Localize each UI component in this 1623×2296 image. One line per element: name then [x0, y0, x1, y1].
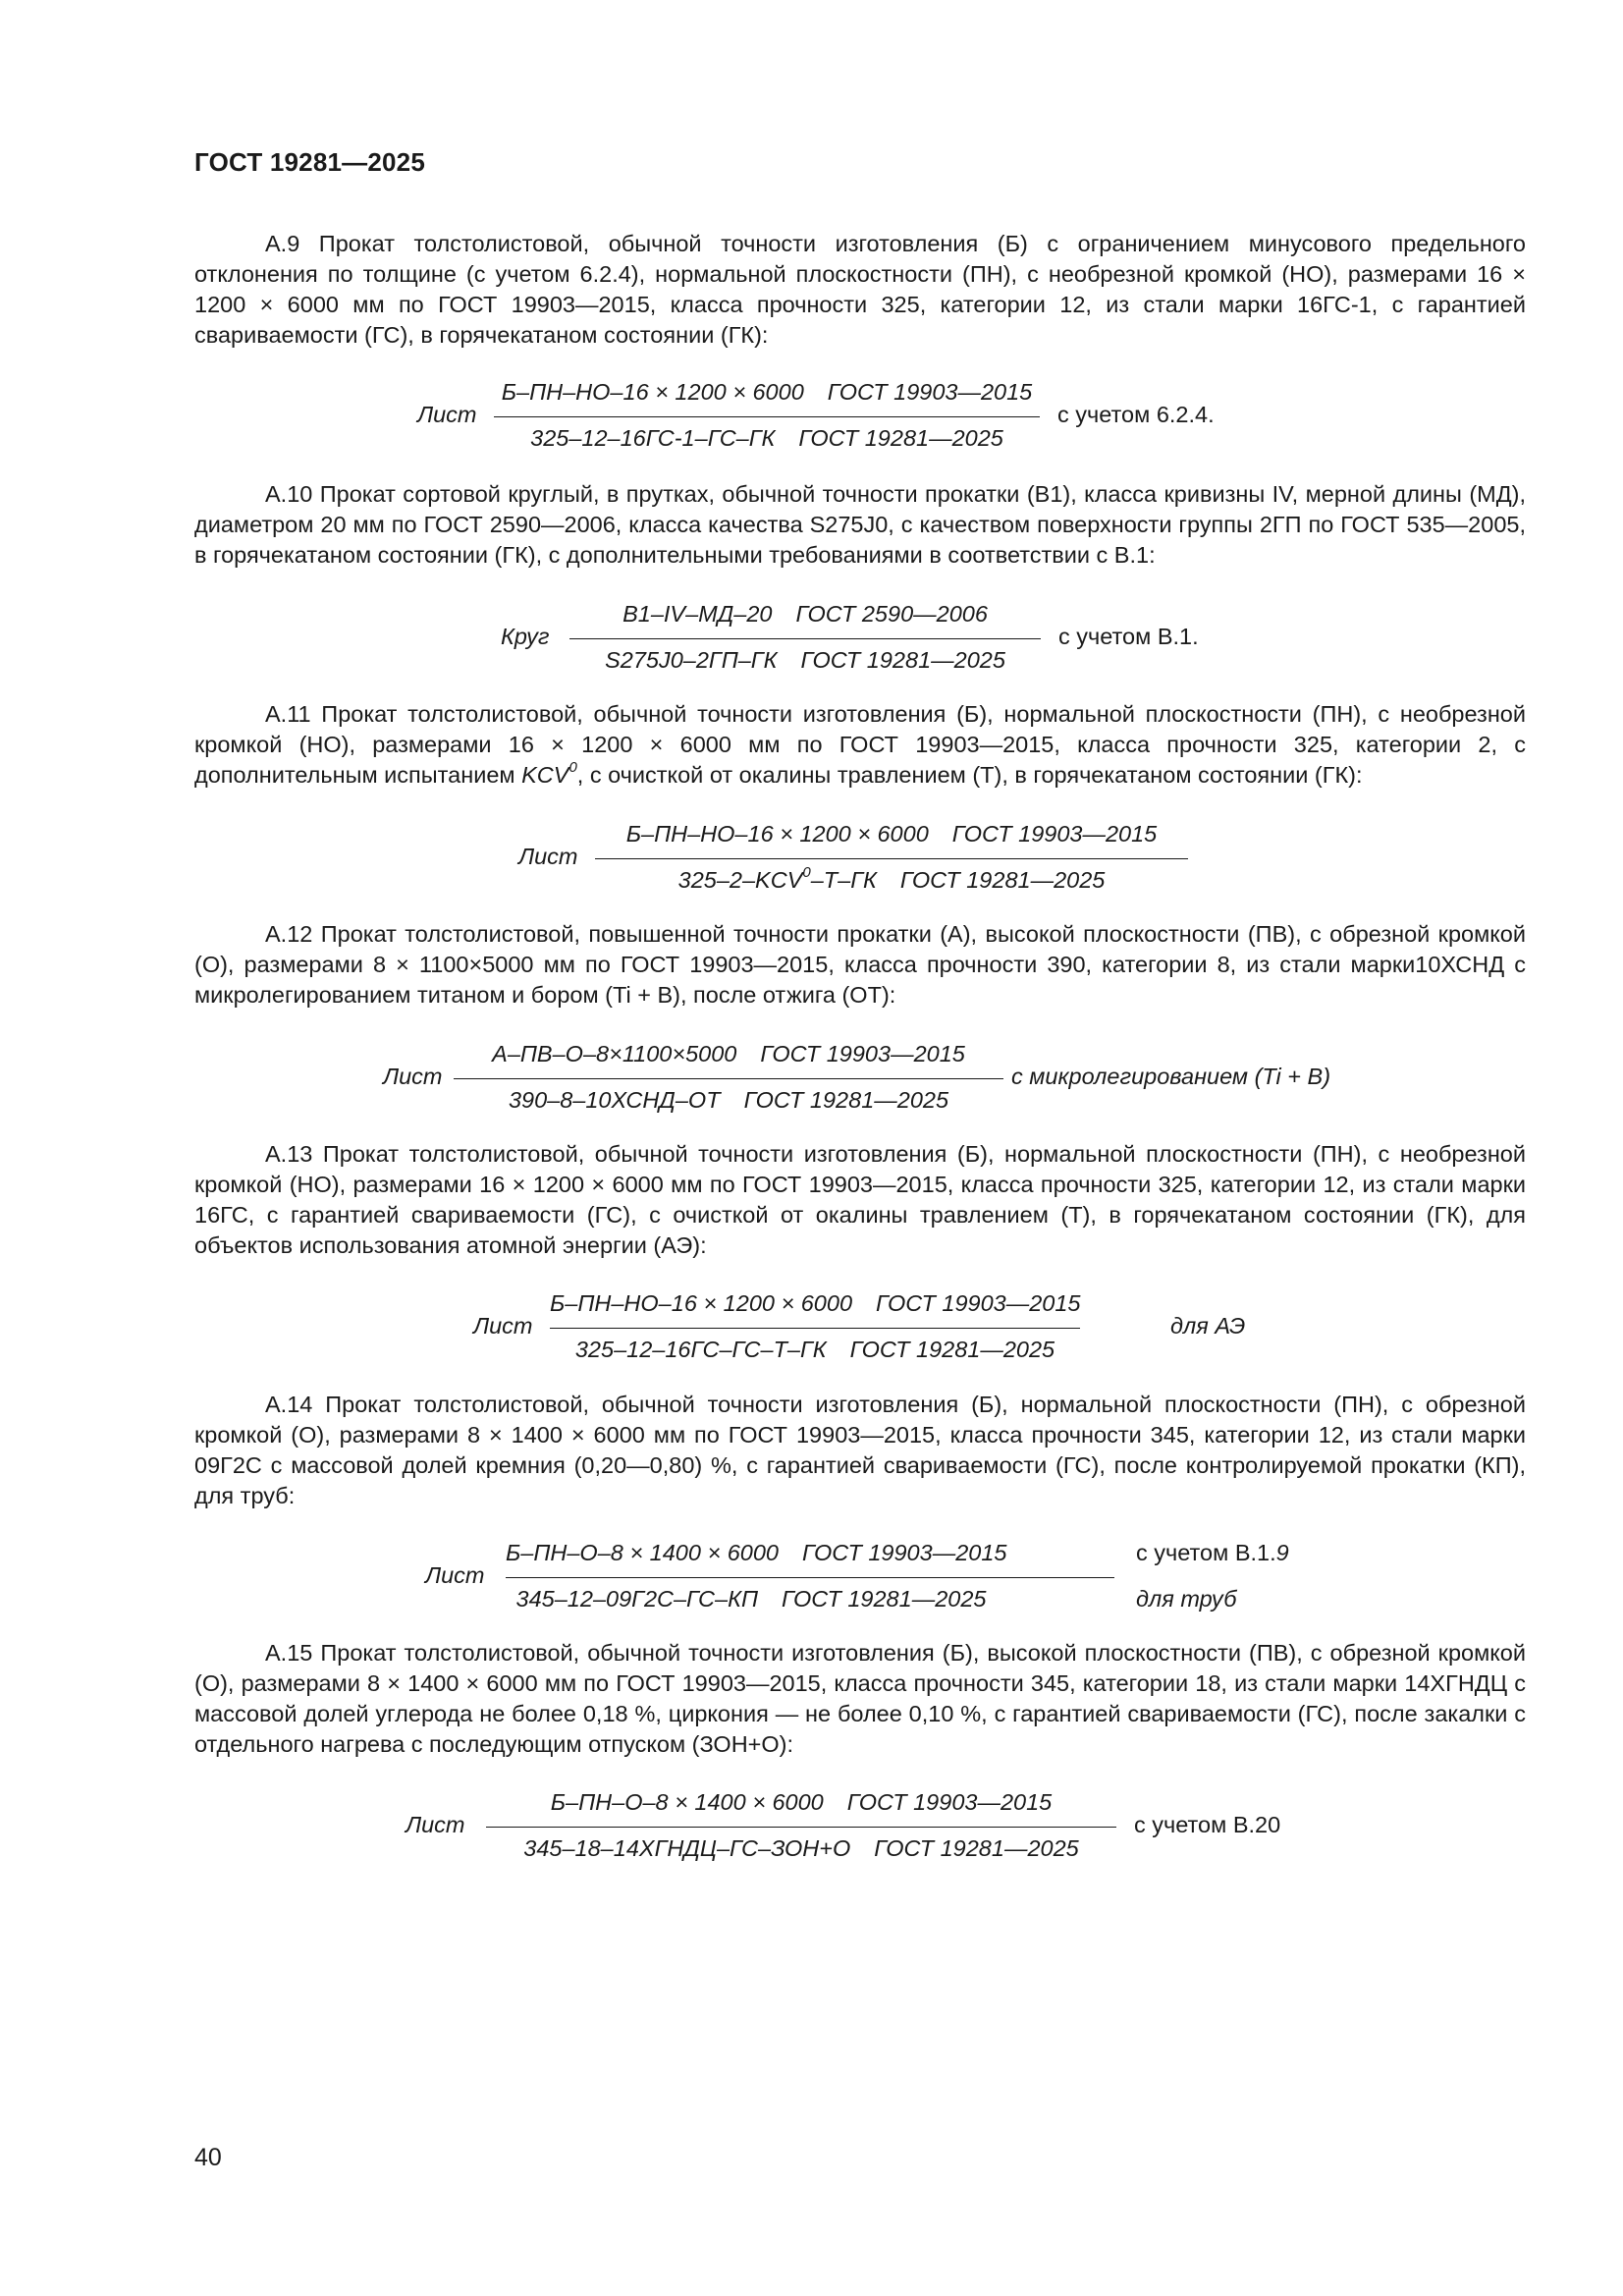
formula-numerator: Б–ПН–О–8 × 1400 × 6000 ГОСТ 19903—2015 — [550, 1789, 1053, 1815]
formula-suffix-bottom: для труб — [1136, 1586, 1237, 1612]
formula-numerator: Б–ПН–НО–16 × 1200 × 6000 ГОСТ 19903—2015 — [625, 821, 1158, 847]
clause-a14 — [194, 1390, 1526, 1511]
fraction-line — [506, 1577, 1114, 1578]
formula-numerator: Б–ПН–НО–16 × 1200 × 6000 ГОСТ 19903—2015 — [550, 1290, 1081, 1316]
kcv-superscript: 0 — [568, 759, 577, 777]
clause-a14-text: А.14 Прокат толстолистовой, обычной точности изготовления (Б), нормальной плоскостности (ПН), с обрезной кромкой (О), размерами 8 × 1400 × 6000 мм по ГОСТ 19903—2015, класса прочности 345, категории 12, из стали марки 09Г2С с массовой долей кремния (0,20—0,80) %, с гарантией свариваемости (ГС), после контролируемой прокатки (КП), для труб: — [194, 1392, 1526, 1508]
clause-a12 — [194, 919, 1526, 1011]
clause-a12-text: А.12 Прокат толстолистовой, повышенной точности прокатки (А), высокой плоскостности (ПВ), с обрезной кромкой (О), размерами 8 × 1100×5000 мм по ГОСТ 19903—2015, класса прочности 390, категории 8, из стали марки10ХСНД с микролегированием титаном и бором (Ti + B), после отжига (ОТ): — [194, 921, 1526, 1008]
formula-suffix: с учетом В.1. — [1058, 624, 1199, 649]
formula-suffix: с микролегированием (Ti + B) — [1011, 1064, 1331, 1089]
formula-denominator: 325–2–KCV$^0$–Т–ГК ГОСТ 19281—2025 — [677, 864, 1106, 893]
designation-a15 — [406, 1789, 1289, 1864]
page-number: 40 — [194, 2144, 222, 2171]
clause-a13-text: А.13 Прокат толстолистовой, обычной точности изготовления (Б), нормальной плоскостности (ПН), с необрезной кромкой (НО), размерами 16 × 1200 × 6000 мм по ГОСТ 19903—2015, класса прочности 325, категории 12, из стали марки 16ГС, с гарантией свариваемости (ГС), с очисткой от окалины травлением (Т), в горячекатаном состоянии (ГК), для объектов использования атомной энергии (АЭ): — [194, 1141, 1526, 1258]
designation-a13 — [473, 1290, 1278, 1365]
formula-suffix: с учетом 6.2.4. — [1057, 402, 1215, 427]
formula-numerator: А–ПВ–О–8×1100×5000 ГОСТ 19903—2015 — [492, 1041, 965, 1066]
document-header: ГОСТ 19281—2025 — [194, 147, 425, 177]
formula-denominator: 345–18–14ХГНДЦ–ГС–ЗОН+О ГОСТ 19281—2025 — [523, 1835, 1079, 1861]
formula-suffix: с учетом В.20 — [1134, 1812, 1281, 1837]
formula-numerator: Б–ПН–О–8 × 1400 × 6000 ГОСТ 19903—2015 — [506, 1540, 1007, 1565]
designation-a12 — [383, 1041, 1365, 1116]
fraction-line — [595, 858, 1188, 859]
clause-a15-text: А.15 Прокат толстолистовой, обычной точности изготовления (Б), высокой плоскостности (ПВ), с обрезной кромкой (О), размерами 8 × 1400 × 6000 мм по ГОСТ 19903—2015, класса прочности 345, категории 18, из стали марки 14ХГНДЦ с массовой долей углерода не более 0,18 %, циркония — не более 0,10 %, с гарантией свариваемости (ГС), после закалки с отдельного нагрева с последующим отпуском (ЗОН+О): — [194, 1640, 1526, 1757]
clause-a11-text-a: А.11 Прокат толстолистовой, обычной точности изготовления (Б), нормальной плоскостности (ПН), с необрезной кромкой (НО), размерами 16 × 1200 × 6000 мм по ГОСТ 19903—2015, класса прочности 325, категории 2, с дополнительным испытанием — [194, 701, 1526, 788]
clause-a13 — [194, 1139, 1526, 1261]
designation-a10 — [501, 601, 1247, 676]
kcv-symbol: KCV — [521, 762, 569, 788]
designation-a11 — [518, 821, 1265, 896]
clause-a11 — [194, 699, 1526, 791]
clause-a9 — [194, 229, 1526, 351]
fraction-line — [569, 638, 1041, 639]
formula-name: Лист — [425, 1562, 485, 1588]
formula-name: Лист — [406, 1812, 465, 1837]
clause-a11-text-b: , с очисткой от окалины травлением (Т), в горячекатаном состоянии (ГК): — [576, 762, 1363, 788]
fraction-line — [550, 1328, 1080, 1329]
fraction-line — [454, 1078, 1003, 1079]
formula-name: Лист — [473, 1313, 533, 1339]
formula-denominator: 345–12–09Г2С–ГС–КП ГОСТ 19281—2025 — [515, 1586, 987, 1612]
formula-suffix: для АЭ — [1170, 1313, 1246, 1339]
clause-a15 — [194, 1638, 1526, 1760]
formula-name: Лист — [383, 1064, 443, 1089]
formula-name: Лист — [417, 402, 477, 427]
formula-suffix-top: с учетом В.1.9 — [1136, 1540, 1289, 1565]
formula-denominator: 325–12–16ГС–ГС–Т–ГК ГОСТ 19281—2025 — [574, 1337, 1055, 1362]
clause-a9-text: А.9 Прокат толстолистовой, обычной точности изготовления (Б) с ограничением минусового предельного отклонения по толщине (с учетом 6.2.4), нормальной плоскостности (ПН), с необрезной кромкой (НО), размерами 16 × 1200 × 6000 мм по ГОСТ 19903—2015, класса прочности 325, категории 12, из стали марки 16ГС-1, с гарантией свариваемости (ГС), в горячекатаном состоянии (ГК): — [194, 231, 1526, 348]
formula-denominator: S275J0–2ГП–ГК ГОСТ 19281—2025 — [605, 647, 1005, 673]
designation-a9 — [417, 379, 1301, 454]
fraction-line — [494, 416, 1040, 417]
formula-name: Лист — [518, 844, 578, 869]
clause-a10 — [194, 479, 1526, 571]
formula-numerator: Б–ПН–НО–16 × 1200 × 6000 ГОСТ 19903—2015 — [501, 379, 1033, 405]
formula-denominator: 390–8–10ХСНД–ОТ ГОСТ 19281—2025 — [508, 1087, 949, 1113]
clause-a10-text: А.10 Прокат сортовой круглый, в прутках, обычной точности прокатки (В1), класса кривизны IV, мерной длины (МД), диаметром 20 мм по ГОСТ 2590—2006, класса качества S275J0, с качеством поверхности группы 2ГП по ГОСТ 535—2005, в горячекатаном состоянии (ГК), с дополнительными требованиями в соответствии с В.1: — [194, 481, 1526, 568]
formula-numerator: В1–IV–МД–20 ГОСТ 2590—2006 — [622, 601, 988, 627]
designation-a14 — [425, 1540, 1309, 1614]
fraction-line — [486, 1827, 1116, 1828]
formula-denominator: 325–12–16ГС-1–ГС–ГК ГОСТ 19281—2025 — [530, 425, 1003, 451]
formula-name: Круг — [501, 624, 550, 649]
